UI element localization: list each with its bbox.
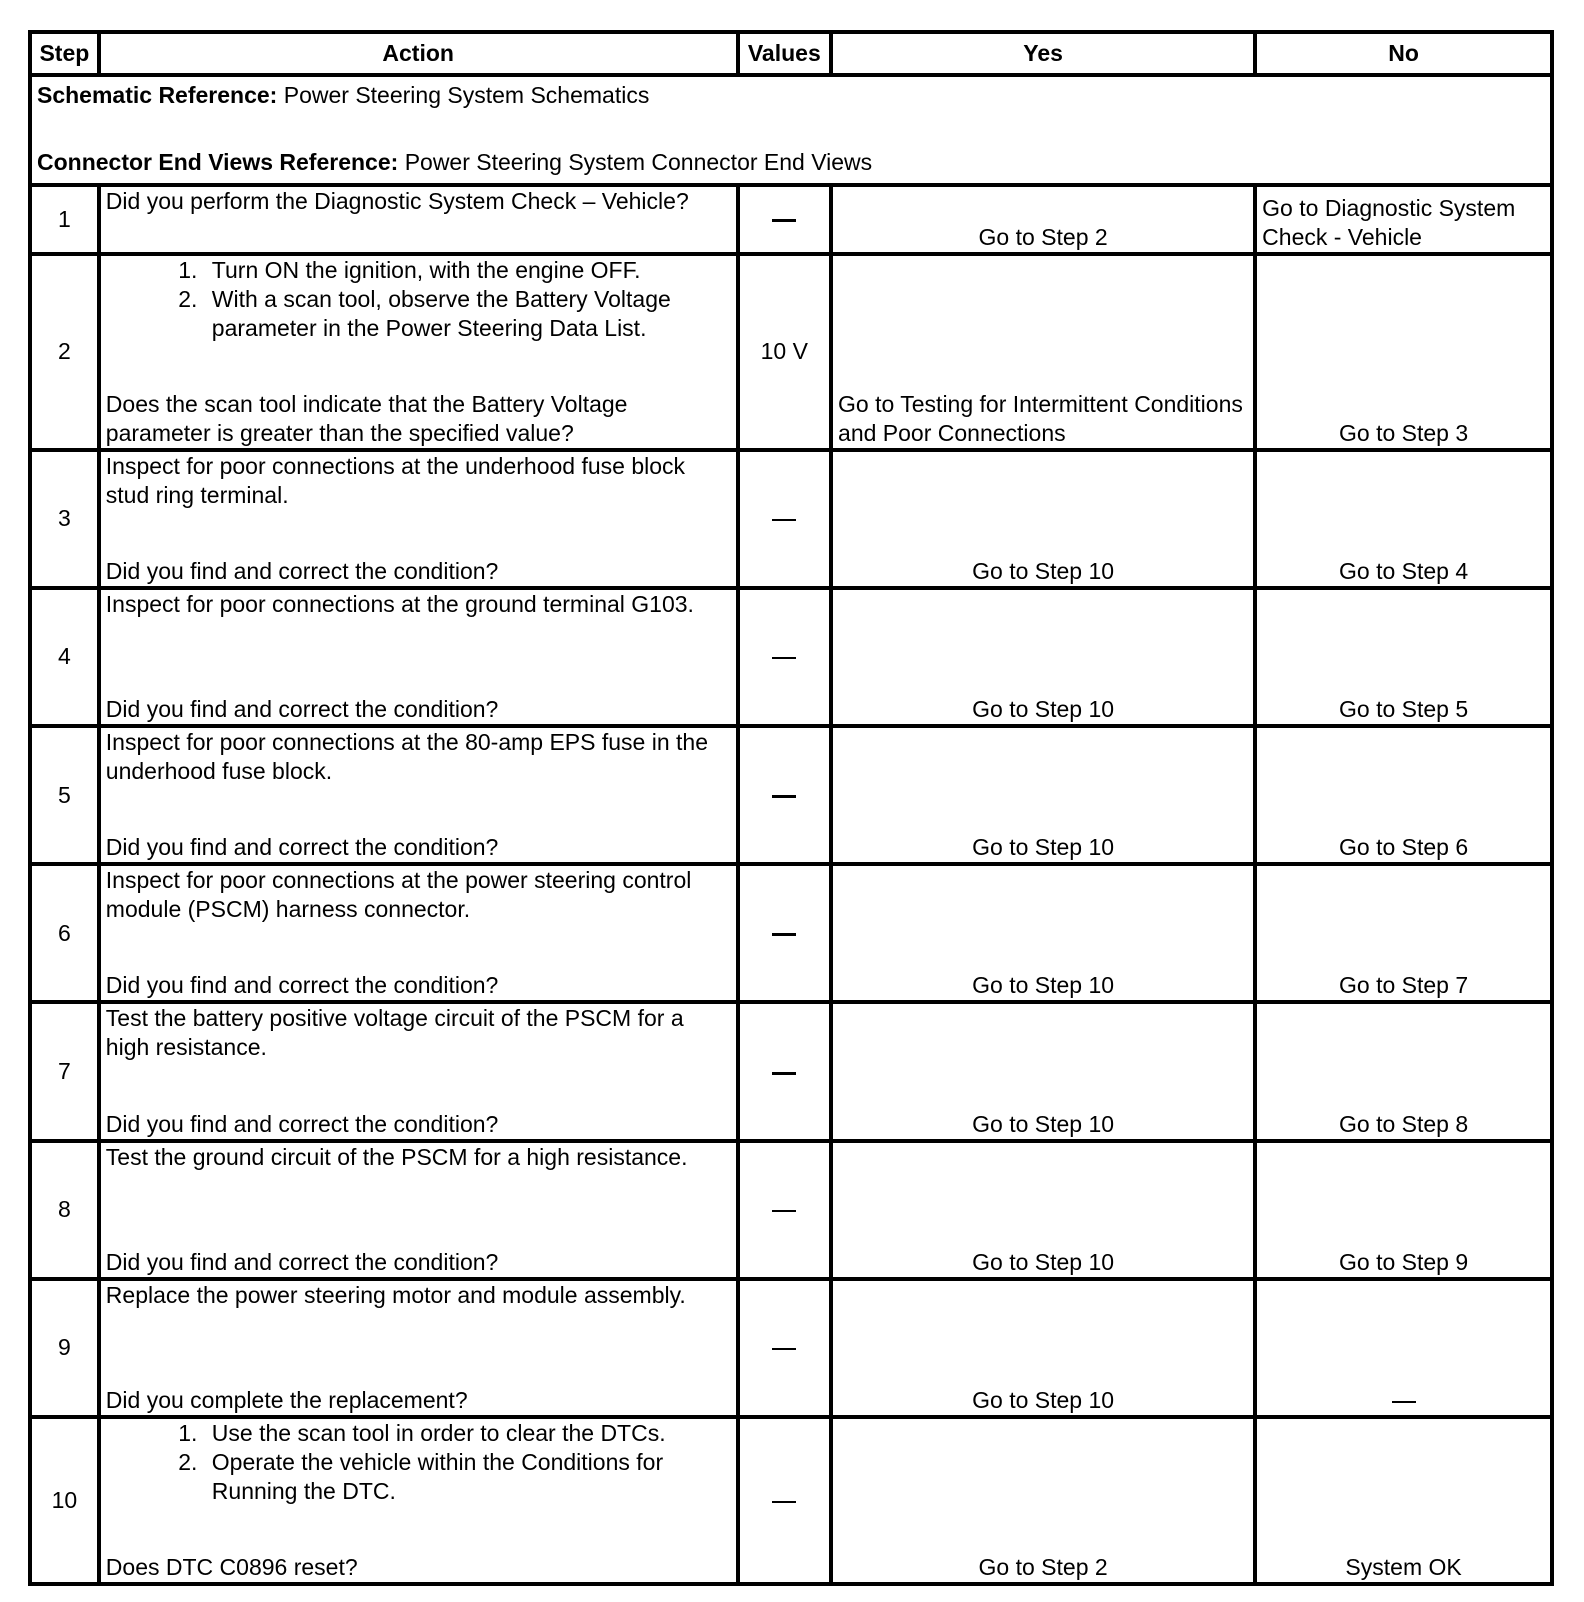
- value-cell: [738, 1002, 831, 1140]
- action-question: Did you find and correct the condition?: [105, 1110, 499, 1137]
- action-list-item: 2. With a scan tool, observe the Battery Voltage parameter in the Power Steering Data List.: [204, 285, 731, 343]
- header-yes: Yes: [831, 32, 1255, 75]
- table-row: [30, 1141, 1552, 1279]
- table-row: [30, 588, 1552, 726]
- step-number: 5: [30, 726, 99, 864]
- schematic-reference-label: Schematic Reference:: [37, 82, 278, 108]
- action-text: Did you perform the Diagnostic System Check – Vehicle?: [105, 187, 689, 214]
- action-text: Replace the power steering motor and module assembly.: [105, 1281, 686, 1308]
- action-cell: [99, 1141, 738, 1279]
- value-cell: [738, 1279, 831, 1417]
- dash-value: [772, 1348, 796, 1350]
- no-cell[interactable]: Go to Step 3: [1255, 254, 1552, 450]
- dash-value: [772, 657, 796, 659]
- action-text: Inspect for poor connections at the underhood fuse block stud ring terminal.: [105, 452, 686, 508]
- connector-reference-link[interactable]: Power Steering System Connector End Views: [404, 149, 873, 175]
- header-no: No: [1255, 32, 1552, 75]
- action-list: [106, 256, 731, 343]
- value-cell: [738, 588, 831, 726]
- no-cell[interactable]: Go to Step 6: [1255, 726, 1552, 864]
- action-cell: [99, 1279, 738, 1417]
- action-question: Did you find and correct the condition?: [105, 834, 499, 861]
- dash-no: [1392, 1401, 1416, 1403]
- connector-reference: [37, 148, 1545, 177]
- action-cell: [99, 450, 738, 588]
- action-cell: [99, 588, 738, 726]
- action-list-item: 1. Use the scan tool in order to clear the DTCs.: [204, 1419, 731, 1448]
- value-cell: [738, 1141, 831, 1279]
- yes-cell[interactable]: Go to Step 2: [831, 1417, 1255, 1584]
- diagnostic-table: [28, 30, 1554, 1586]
- yes-cell[interactable]: Go to Step 10: [831, 864, 1255, 1002]
- action-question: Did you find and correct the condition?: [105, 557, 499, 584]
- header-action: Action: [99, 32, 738, 75]
- action-cell: [99, 726, 738, 864]
- no-cell[interactable]: Go to Step 4: [1255, 450, 1552, 588]
- step-number: 7: [30, 1002, 99, 1140]
- step-number: 10: [30, 1417, 99, 1584]
- action-cell: [99, 254, 738, 450]
- dash-value: [772, 1072, 796, 1075]
- yes-cell[interactable]: Go to Step 10: [831, 1141, 1255, 1279]
- yes-cell[interactable]: Go to Step 10: [831, 1279, 1255, 1417]
- dash-value: [772, 1210, 796, 1212]
- yes-cell[interactable]: Go to Testing for Intermittent Conditions and Poor Connections: [831, 254, 1255, 450]
- action-question: Did you complete the replacement?: [105, 1387, 468, 1414]
- action-cell: [99, 185, 738, 255]
- table-row: [30, 450, 1552, 588]
- table-row: [30, 1002, 1552, 1140]
- value-cell: [738, 185, 831, 255]
- action-list-item: 1. Turn ON the ignition, with the engine OFF.: [204, 256, 731, 285]
- value-cell: 10 V: [738, 254, 831, 450]
- no-cell[interactable]: Go to Step 5: [1255, 588, 1552, 726]
- action-list: [106, 1419, 731, 1506]
- table-row: [30, 726, 1552, 864]
- value-cell: [738, 726, 831, 864]
- step-number: 3: [30, 450, 99, 588]
- value-cell: [738, 864, 831, 1002]
- action-cell: [99, 1002, 738, 1140]
- no-cell[interactable]: Go to Step 8: [1255, 1002, 1552, 1140]
- table-row: [30, 1279, 1552, 1417]
- action-list-item: 2. Operate the vehicle within the Conditions for Running the DTC.: [204, 1448, 731, 1506]
- action-question: Does the scan tool indicate that the Battery Voltage parameter is greater than the specified value?: [105, 390, 628, 446]
- reference-cell: [30, 75, 1552, 185]
- table-row: [30, 185, 1552, 255]
- table-row: [30, 864, 1552, 1002]
- table-row: [30, 1417, 1552, 1584]
- action-text: Inspect for poor connections at the ground terminal G103.: [105, 590, 694, 617]
- step-number: 8: [30, 1141, 99, 1279]
- yes-cell[interactable]: Go to Step 10: [831, 588, 1255, 726]
- header-step: Step: [30, 32, 99, 75]
- no-cell[interactable]: Go to Step 9: [1255, 1141, 1552, 1279]
- action-text: Test the ground circuit of the PSCM for a high resistance.: [105, 1143, 688, 1170]
- dash-value: [772, 795, 796, 798]
- no-cell[interactable]: Go to Diagnostic System Check - Vehicle: [1255, 185, 1552, 255]
- action-cell: [99, 1417, 738, 1584]
- yes-cell[interactable]: Go to Step 2: [831, 185, 1255, 255]
- header-row: [30, 32, 1552, 75]
- dash-value: [772, 1501, 796, 1503]
- no-cell: [1255, 1279, 1552, 1417]
- step-number: 9: [30, 1279, 99, 1417]
- no-cell[interactable]: Go to Step 7: [1255, 864, 1552, 1002]
- step-number: 2: [30, 254, 99, 450]
- dash-value: [772, 519, 796, 521]
- action-text: Inspect for poor connections at the power steering control module (PSCM) harness connector.: [105, 867, 692, 923]
- action-question: Does DTC C0896 reset?: [105, 1554, 358, 1580]
- yes-cell[interactable]: Go to Step 10: [831, 450, 1255, 588]
- schematic-reference: [37, 81, 1545, 110]
- step-number: 4: [30, 588, 99, 726]
- schematic-reference-link[interactable]: Power Steering System Schematics: [283, 82, 650, 108]
- step-number: 6: [30, 864, 99, 1002]
- value-cell: [738, 1417, 831, 1584]
- connector-reference-label: Connector End Views Reference:: [37, 149, 399, 175]
- dash-value: [772, 219, 796, 222]
- no-cell[interactable]: System OK: [1255, 1417, 1552, 1584]
- action-question: Did you find and correct the condition?: [105, 1248, 499, 1275]
- action-text: Test the battery positive voltage circuit of the PSCM for a high resistance.: [105, 1005, 684, 1061]
- dash-value: [772, 933, 796, 936]
- value-cell: [738, 450, 831, 588]
- step-number: 1: [30, 185, 99, 255]
- action-question: Did you find and correct the condition?: [105, 696, 499, 723]
- action-question: Did you find and correct the condition?: [105, 972, 499, 999]
- yes-cell[interactable]: Go to Step 10: [831, 726, 1255, 864]
- reference-row: [30, 75, 1552, 185]
- action-cell: [99, 864, 738, 1002]
- table-row: [30, 254, 1552, 450]
- header-values: Values: [738, 32, 831, 75]
- yes-cell[interactable]: Go to Step 10: [831, 1002, 1255, 1140]
- action-text: Inspect for poor connections at the 80-amp EPS fuse in the underhood fuse block.: [105, 729, 708, 785]
